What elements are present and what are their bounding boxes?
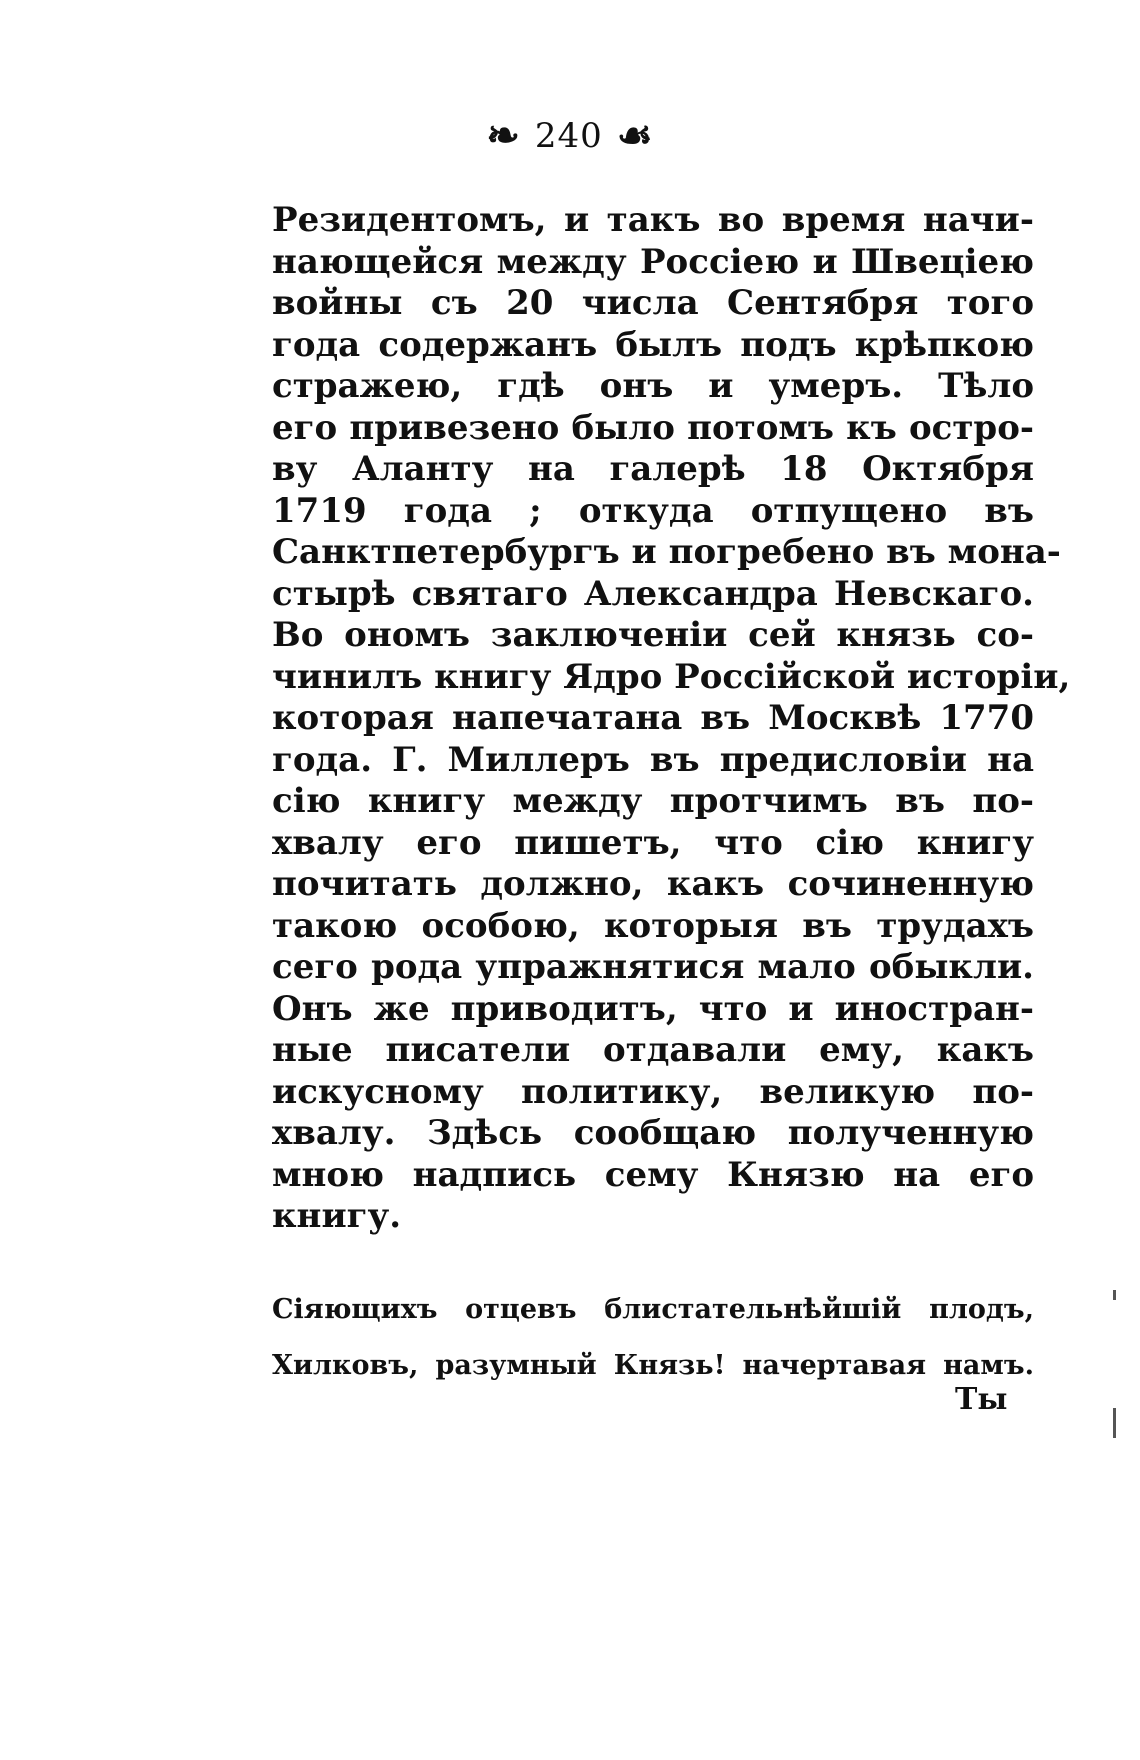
text-line: почитать должно, какъ сочиненную <box>272 864 1034 904</box>
text-line: войны съ 20 числа Сентября того <box>272 283 1034 323</box>
page-number: 240 <box>534 115 603 156</box>
text-line: года содержанъ былъ подъ крѣпкою <box>272 324 1034 365</box>
text-line: искусному политику, великую по- <box>272 1071 1034 1112</box>
text-line: ву Аланту на галерѣ 18 Октября <box>272 449 1034 489</box>
text-line: 1719 года ; откуда отпущено въ <box>272 490 1034 531</box>
text-line: нающейся между Россiею и Швецiею <box>272 241 1034 282</box>
margin-mark <box>1113 1290 1116 1300</box>
text-line: Санктпетербургъ и погребено въ мона- <box>272 532 1061 572</box>
text-line: хвалу. Здѣсь сообщаю полученную <box>272 1113 1034 1153</box>
text-line: которая напечатана въ Москвѣ 1770 <box>272 698 1034 738</box>
text-line: хвалу его пишетъ, что сiю книгу <box>272 822 1034 863</box>
text-line: сего рода упражнятися мало обыкли. <box>272 947 1034 987</box>
text-line: стырѣ святаго Александра Невскаго. <box>272 573 1034 614</box>
text-line: чинилъ книгу Ядро Россiйской исторiи, <box>272 656 1071 697</box>
text-line: года. Г. Миллеръ въ предисловiи на <box>272 739 1034 780</box>
margin-mark <box>1113 1408 1116 1438</box>
main-text <box>272 200 1071 1238</box>
text-line: Резидентомъ, и такъ во время начи- <box>272 200 1034 240</box>
text-line: Во ономъ заключенiи сей князь со- <box>272 615 1034 655</box>
text-line: его привезено было потомъ къ остро- <box>272 407 1034 448</box>
text-line: мною надпись сему Князю на его <box>272 1154 1034 1195</box>
verse-line: Сiяющихъ отцевъ блистательнѣйшiй плодъ, <box>272 1294 1034 1325</box>
text-line: книгу. <box>272 1196 402 1236</box>
text-line: сiю книгу между протчимъ въ по- <box>272 781 1034 821</box>
text-line: стражею, гдѣ онъ и умеръ. Тѣло <box>272 366 1034 406</box>
catchword: Ты <box>955 1382 1008 1417</box>
verse-line: Хилковъ, разумный Князь! начертавая намъ. <box>272 1350 1034 1381</box>
verse-block <box>272 1282 1034 1394</box>
ornament-left-icon: ❧ <box>486 112 521 159</box>
text-line: ные писатели отдавали ему, какъ <box>272 1030 1034 1070</box>
text-line: такою особою, которыя въ трудахъ <box>272 905 1034 946</box>
text-line: Онъ же приводитъ, что и иностран- <box>272 988 1034 1029</box>
ornament-right-icon: ☙ <box>616 112 654 159</box>
page-header <box>0 112 1140 159</box>
